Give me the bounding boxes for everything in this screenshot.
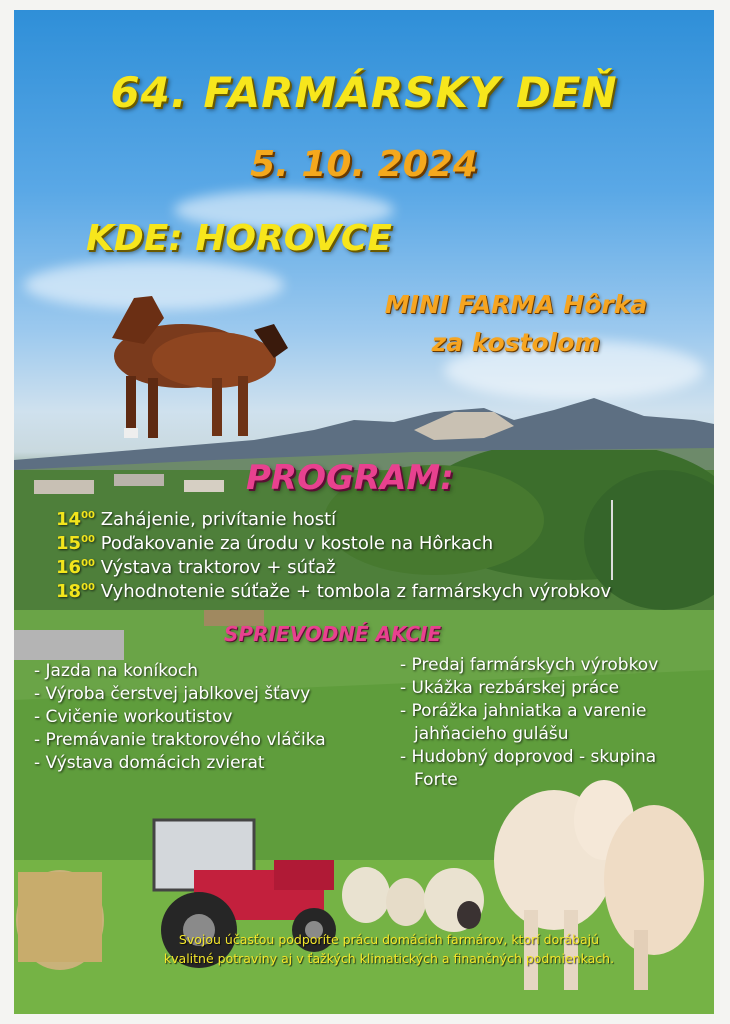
program-heading: PROGRAM: [246,458,454,498]
side-events-heading: SPRIEVODNÉ AKCIE [224,622,442,646]
program-item [56,504,611,528]
event-date: 5. 10. 2024 [250,144,478,185]
program-time: $14^{00}$ [56,509,95,530]
side-event-item: - Jazda na koníkoch [34,661,198,681]
side-event-item: - Výroba čerstvej jablkovej šťavy [34,684,311,704]
program-item [56,552,611,576]
poster [14,10,714,1014]
footer-line2: kvalitné potraviny aj v ťažkých klimatických a finančných podmienkach. [163,951,615,966]
side-events-left-list [34,660,326,775]
side-event-item: - Výstava domácich zvierat [34,753,265,773]
side-event-item: - Ukážka rezbárskej práce [400,678,620,698]
program-item [56,576,611,600]
side-event-item-continued: Forte [414,770,458,790]
side-event-item: - Hudobný doprovod - skupina [400,747,657,767]
program-time: $18^{00}$ [56,581,95,602]
program-list [56,504,611,600]
farm-location-line1: MINI FARMA Hôrka [384,290,648,319]
horses-graphic [64,278,294,448]
program-time: $16^{00}$ [56,557,95,578]
side-event-item-continued: jahňacieho gulášu [414,724,569,744]
side-event-item: - Porážka jahniatka a varenie [400,701,647,721]
program-text: Výstava traktorov + súťaž [94,557,336,578]
event-title: 64. FARMÁRSKY DEŇ [110,68,618,117]
farm-location-line2: za kostolom [431,328,601,357]
program-text: Poďakovanie za úrodu v kostole na Hôrkach [94,533,494,554]
footer-note [84,930,694,968]
event-place: KDE: HOROVCE [86,218,392,259]
side-event-item: - Premávanie traktorového vláčika [34,730,326,750]
footer-line1: Svojou účasťou podporíte prácu domácich farmárov, ktorí dorábajú [178,932,600,947]
farm-location [326,286,706,362]
side-event-item: - Predaj farmárskych výrobkov [400,655,659,675]
program-text: Zahájenie, privítanie hostí [94,509,337,530]
side-events-right-list [400,654,658,792]
program-item [56,528,611,552]
program-text: Vyhodnotenie súťaže + tombola z farmárskych výrobkov [94,581,612,602]
side-event-item: - Cvičenie workoutistov [34,707,233,727]
program-time: $15^{00}$ [56,533,95,554]
